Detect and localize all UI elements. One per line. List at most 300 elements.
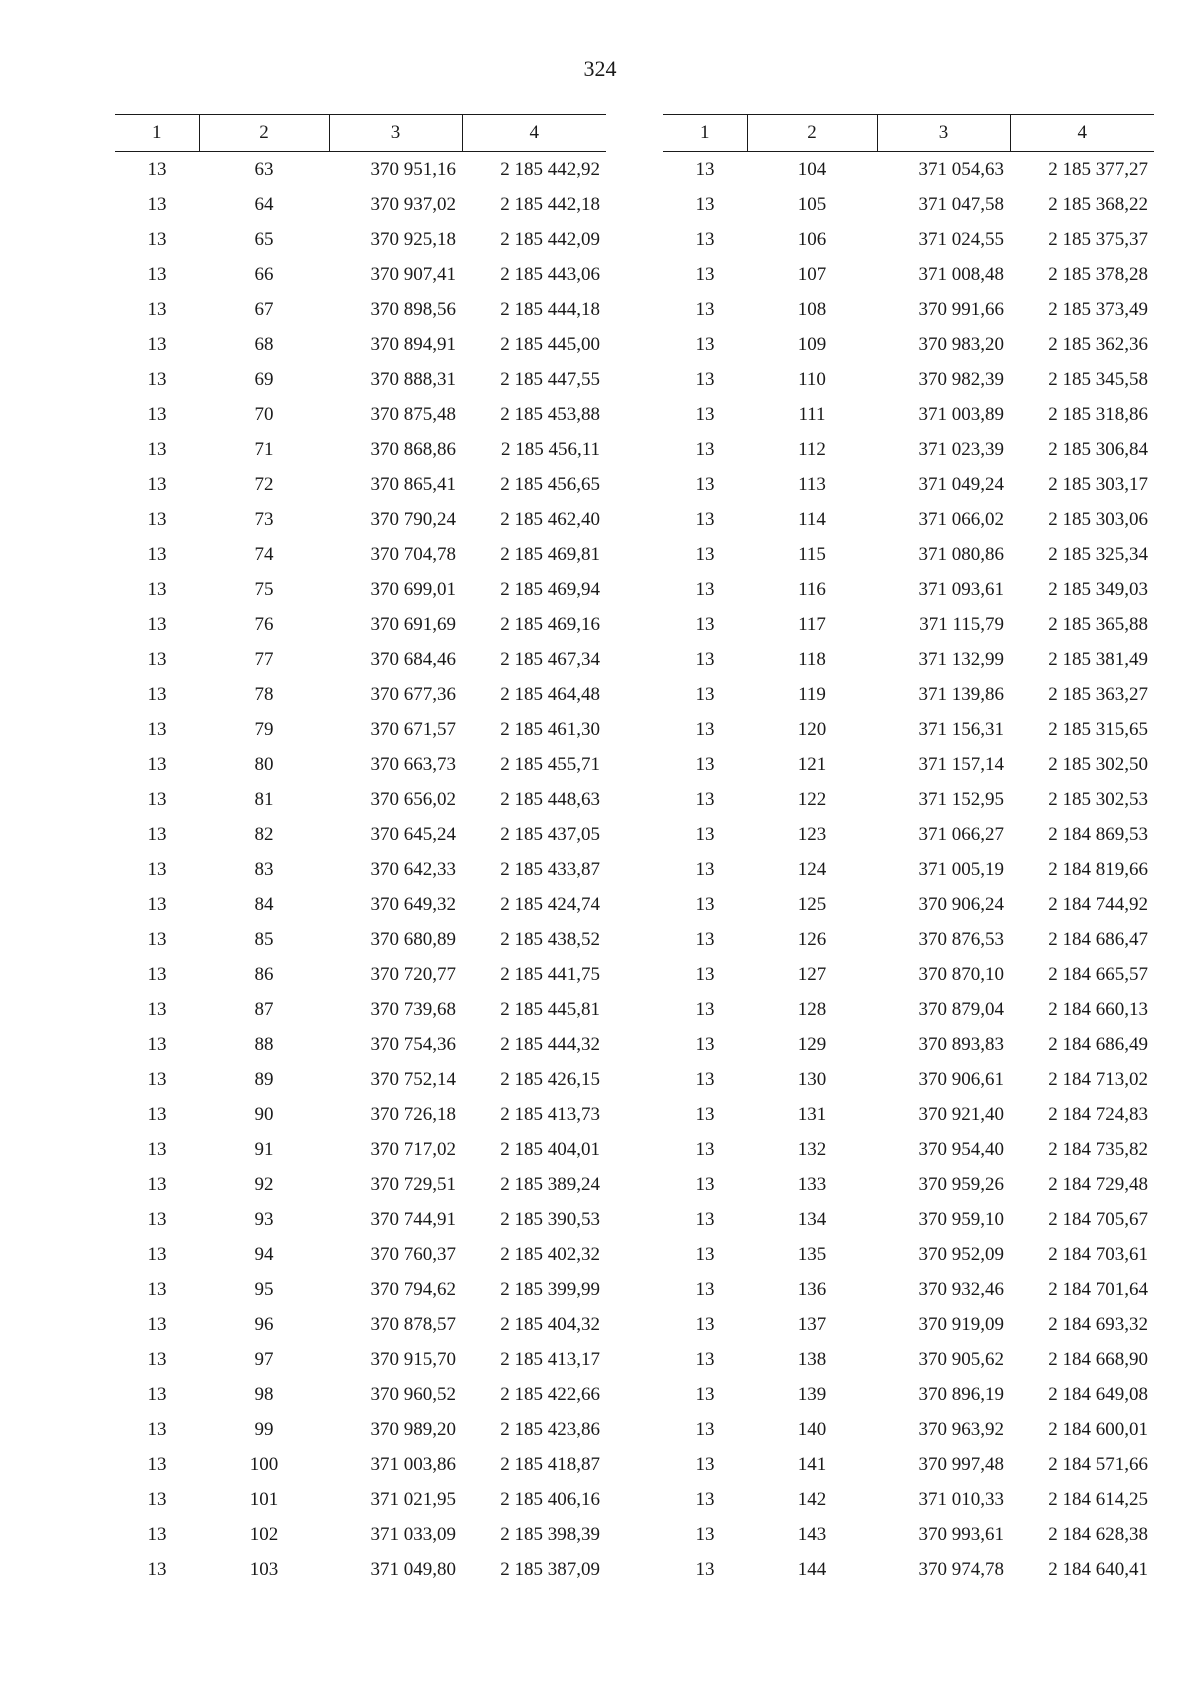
cell-point-number: 136	[797, 1278, 827, 1300]
table-row	[663, 502, 1154, 537]
cell-point-number: 97	[254, 1348, 274, 1370]
table-row	[115, 1272, 606, 1307]
cell-point-number: 72	[254, 473, 274, 495]
cell-x-coordinate: 370 921,40	[918, 1103, 1004, 1125]
cell-x-coordinate: 370 993,61	[918, 1523, 1004, 1545]
cell-y-coordinate: 2 185 377,27	[1048, 158, 1148, 180]
cell-section: 13	[147, 613, 167, 635]
cell-y-coordinate: 2 184 729,48	[1048, 1173, 1148, 1195]
cell-x-coordinate: 370 677,36	[370, 683, 456, 705]
cell-section: 13	[147, 648, 167, 670]
cell-y-coordinate: 2 185 399,99	[500, 1278, 600, 1300]
table-row	[663, 1202, 1154, 1237]
cell-y-coordinate: 2 184 744,92	[1048, 893, 1148, 915]
cell-y-coordinate: 2 185 306,84	[1048, 438, 1148, 460]
cell-section: 13	[695, 788, 715, 810]
cell-x-coordinate: 370 790,24	[370, 508, 456, 530]
cell-x-coordinate: 370 656,02	[370, 788, 456, 810]
cell-x-coordinate: 371 132,99	[918, 648, 1004, 670]
cell-y-coordinate: 2 185 464,48	[500, 683, 600, 705]
cell-point-number: 86	[254, 963, 274, 985]
cell-x-coordinate: 370 982,39	[918, 368, 1004, 390]
cell-point-number: 82	[254, 823, 274, 845]
cell-x-coordinate: 370 794,62	[370, 1278, 456, 1300]
cell-section: 13	[695, 1173, 715, 1195]
cell-point-number: 118	[798, 648, 826, 670]
cell-y-coordinate: 2 185 363,27	[1048, 683, 1148, 705]
cell-x-coordinate: 370 739,68	[370, 998, 456, 1020]
table-row	[115, 1447, 606, 1482]
cell-y-coordinate: 2 184 724,83	[1048, 1103, 1148, 1125]
cell-section: 13	[147, 893, 167, 915]
cell-point-number: 124	[797, 858, 827, 880]
table-row	[115, 607, 606, 642]
table-row	[115, 1517, 606, 1552]
cell-x-coordinate: 370 870,10	[918, 963, 1004, 985]
cell-point-number: 126	[797, 928, 827, 950]
cell-section: 13	[695, 508, 715, 530]
cell-y-coordinate: 2 184 614,25	[1048, 1488, 1148, 1510]
table-row	[115, 747, 606, 782]
cell-section: 13	[695, 963, 715, 985]
cell-x-coordinate: 370 699,01	[370, 578, 456, 600]
table-row	[115, 1237, 606, 1272]
table-row	[663, 1272, 1154, 1307]
cell-y-coordinate: 2 185 365,88	[1048, 613, 1148, 635]
cell-point-number: 138	[797, 1348, 827, 1370]
cell-y-coordinate: 2 184 819,66	[1048, 858, 1148, 880]
cell-x-coordinate: 371 093,61	[918, 578, 1004, 600]
cell-section: 13	[147, 263, 167, 285]
column-header-3: 3	[329, 115, 462, 152]
cell-y-coordinate: 2 185 389,24	[500, 1173, 600, 1195]
cell-x-coordinate: 370 717,02	[370, 1138, 456, 1160]
cell-x-coordinate: 370 905,62	[918, 1348, 1004, 1370]
cell-point-number: 113	[798, 473, 826, 495]
cell-y-coordinate: 2 184 660,13	[1048, 998, 1148, 1020]
cell-x-coordinate: 371 047,58	[918, 193, 1004, 215]
table-row	[663, 327, 1154, 362]
cell-y-coordinate: 2 185 469,81	[500, 543, 600, 565]
cell-y-coordinate: 2 185 302,50	[1048, 753, 1148, 775]
cell-section: 13	[695, 1488, 715, 1510]
cell-x-coordinate: 370 663,73	[370, 753, 456, 775]
coordinates-table-right	[663, 114, 1154, 1587]
cell-point-number: 106	[797, 228, 827, 250]
cell-y-coordinate: 2 185 404,01	[500, 1138, 600, 1160]
cell-y-coordinate: 2 185 398,39	[500, 1523, 600, 1545]
cell-y-coordinate: 2 184 869,53	[1048, 823, 1148, 845]
cell-section: 13	[147, 1208, 167, 1230]
cell-x-coordinate: 371 021,95	[370, 1488, 456, 1510]
cell-y-coordinate: 2 184 693,32	[1048, 1313, 1148, 1335]
cell-y-coordinate: 2 184 686,47	[1048, 928, 1148, 950]
cell-x-coordinate: 371 049,80	[370, 1558, 456, 1580]
column-header-1: 1	[663, 115, 747, 152]
cell-point-number: 78	[254, 683, 274, 705]
cell-section: 13	[695, 998, 715, 1020]
table-row	[663, 432, 1154, 467]
table-row	[115, 1482, 606, 1517]
cell-x-coordinate: 370 959,26	[918, 1173, 1004, 1195]
table-row	[663, 782, 1154, 817]
table-row	[663, 957, 1154, 992]
cell-x-coordinate: 370 704,78	[370, 543, 456, 565]
cell-y-coordinate: 2 184 701,64	[1048, 1278, 1148, 1300]
cell-x-coordinate: 370 680,89	[370, 928, 456, 950]
cell-x-coordinate: 371 003,89	[918, 403, 1004, 425]
cell-y-coordinate: 2 185 444,32	[500, 1033, 600, 1055]
cell-x-coordinate: 371 115,79	[919, 613, 1004, 635]
cell-y-coordinate: 2 185 456,11	[500, 438, 600, 460]
cell-y-coordinate: 2 185 445,00	[500, 333, 600, 355]
cell-y-coordinate: 2 184 571,66	[1048, 1453, 1148, 1475]
table-row	[115, 362, 606, 397]
cell-section: 13	[695, 928, 715, 950]
cell-point-number: 76	[254, 613, 274, 635]
cell-x-coordinate: 370 893,83	[918, 1033, 1004, 1055]
cell-y-coordinate: 2 185 404,32	[500, 1313, 600, 1335]
cell-y-coordinate: 2 185 318,86	[1048, 403, 1148, 425]
cell-section: 13	[695, 893, 715, 915]
table-row	[115, 1377, 606, 1412]
cell-x-coordinate: 370 919,09	[918, 1313, 1004, 1335]
cell-section: 13	[695, 1278, 715, 1300]
cell-section: 13	[695, 578, 715, 600]
table-row	[115, 642, 606, 677]
cell-section: 13	[695, 1243, 715, 1265]
column-header-2: 2	[747, 115, 877, 152]
cell-y-coordinate: 2 185 345,58	[1048, 368, 1148, 390]
cell-point-number: 67	[254, 298, 274, 320]
cell-x-coordinate: 371 157,14	[918, 753, 1004, 775]
cell-section: 13	[147, 718, 167, 740]
cell-y-coordinate: 2 184 703,61	[1048, 1243, 1148, 1265]
cell-y-coordinate: 2 185 303,17	[1048, 473, 1148, 495]
cell-point-number: 85	[254, 928, 274, 950]
cell-section: 13	[695, 158, 715, 180]
cell-point-number: 104	[797, 158, 827, 180]
cell-x-coordinate: 370 876,53	[918, 928, 1004, 950]
cell-y-coordinate: 2 185 413,17	[500, 1348, 600, 1370]
cell-section: 13	[147, 543, 167, 565]
table-header	[663, 115, 1154, 152]
table-row	[663, 992, 1154, 1027]
cell-y-coordinate: 2 185 426,15	[500, 1068, 600, 1090]
cell-point-number: 143	[797, 1523, 827, 1545]
cell-x-coordinate: 371 033,09	[370, 1523, 456, 1545]
cell-point-number: 80	[254, 753, 274, 775]
cell-point-number: 114	[798, 508, 826, 530]
cell-y-coordinate: 2 185 443,06	[500, 263, 600, 285]
cell-y-coordinate: 2 185 462,40	[500, 508, 600, 530]
cell-section: 13	[147, 1523, 167, 1545]
cell-point-number: 64	[254, 193, 274, 215]
table-row	[663, 537, 1154, 572]
cell-point-number: 70	[254, 403, 274, 425]
cell-x-coordinate: 370 865,41	[370, 473, 456, 495]
table-row	[663, 922, 1154, 957]
cell-section: 13	[695, 823, 715, 845]
cell-point-number: 117	[798, 613, 826, 635]
cell-x-coordinate: 371 066,02	[918, 508, 1004, 530]
cell-x-coordinate: 370 888,31	[370, 368, 456, 390]
table-row	[663, 817, 1154, 852]
cell-x-coordinate: 371 080,86	[918, 543, 1004, 565]
cell-y-coordinate: 2 185 424,74	[500, 893, 600, 915]
cell-point-number: 96	[254, 1313, 274, 1335]
coordinates-table-left	[115, 114, 606, 1587]
cell-point-number: 121	[797, 753, 827, 775]
cell-section: 13	[147, 1488, 167, 1510]
cell-y-coordinate: 2 185 402,32	[500, 1243, 600, 1265]
table-row	[115, 1027, 606, 1062]
cell-section: 13	[695, 648, 715, 670]
cell-y-coordinate: 2 185 438,52	[500, 928, 600, 950]
cell-y-coordinate: 2 185 453,88	[500, 403, 600, 425]
table-row	[115, 887, 606, 922]
column-header-2: 2	[199, 115, 329, 152]
cell-section: 13	[147, 788, 167, 810]
table-row	[115, 1132, 606, 1167]
cell-section: 13	[695, 403, 715, 425]
cell-section: 13	[147, 1453, 167, 1475]
cell-point-number: 130	[797, 1068, 827, 1090]
cell-y-coordinate: 2 185 433,87	[500, 858, 600, 880]
cell-x-coordinate: 370 879,04	[918, 998, 1004, 1020]
cell-y-coordinate: 2 185 469,94	[500, 578, 600, 600]
cell-point-number: 102	[249, 1523, 279, 1545]
cell-y-coordinate: 2 185 413,73	[500, 1103, 600, 1125]
cell-x-coordinate: 370 684,46	[370, 648, 456, 670]
cell-section: 13	[147, 1103, 167, 1125]
cell-point-number: 94	[254, 1243, 274, 1265]
cell-section: 13	[695, 613, 715, 635]
cell-x-coordinate: 370 878,57	[370, 1313, 456, 1335]
cell-section: 13	[147, 1278, 167, 1300]
table-row	[663, 257, 1154, 292]
cell-section: 13	[147, 1173, 167, 1195]
table-row	[663, 887, 1154, 922]
table-row	[115, 1342, 606, 1377]
table-row	[115, 957, 606, 992]
column-header-4: 4	[1010, 115, 1154, 152]
table-row	[115, 1552, 606, 1587]
cell-x-coordinate: 370 896,19	[918, 1383, 1004, 1405]
cell-y-coordinate: 2 185 447,55	[500, 368, 600, 390]
cell-y-coordinate: 2 185 442,92	[500, 158, 600, 180]
cell-section: 13	[695, 368, 715, 390]
cell-x-coordinate: 371 023,39	[918, 438, 1004, 460]
cell-section: 13	[695, 473, 715, 495]
cell-x-coordinate: 370 959,10	[918, 1208, 1004, 1230]
cell-x-coordinate: 370 691,69	[370, 613, 456, 635]
table-row	[115, 502, 606, 537]
table-row	[115, 222, 606, 257]
cell-x-coordinate: 370 937,02	[370, 193, 456, 215]
cell-point-number: 81	[254, 788, 274, 810]
cell-x-coordinate: 370 906,61	[918, 1068, 1004, 1090]
cell-y-coordinate: 2 184 735,82	[1048, 1138, 1148, 1160]
table-row	[115, 397, 606, 432]
cell-x-coordinate: 370 989,20	[370, 1418, 456, 1440]
cell-section: 13	[147, 928, 167, 950]
table-row	[663, 1412, 1154, 1447]
cell-section: 13	[147, 1383, 167, 1405]
cell-point-number: 131	[797, 1103, 827, 1125]
cell-point-number: 71	[254, 438, 274, 460]
cell-section: 13	[147, 1558, 167, 1580]
table-row	[663, 187, 1154, 222]
cell-x-coordinate: 371 054,63	[918, 158, 1004, 180]
cell-section: 13	[695, 718, 715, 740]
cell-section: 13	[147, 158, 167, 180]
cell-x-coordinate: 370 932,46	[918, 1278, 1004, 1300]
cell-x-coordinate: 371 049,24	[918, 473, 1004, 495]
cell-y-coordinate: 2 184 705,67	[1048, 1208, 1148, 1230]
cell-y-coordinate: 2 185 455,71	[500, 753, 600, 775]
cell-y-coordinate: 2 185 368,22	[1048, 193, 1148, 215]
cell-point-number: 101	[249, 1488, 279, 1510]
header-row	[663, 115, 1154, 152]
cell-section: 13	[147, 683, 167, 705]
cell-y-coordinate: 2 185 422,66	[500, 1383, 600, 1405]
cell-section: 13	[695, 543, 715, 565]
table-row	[663, 677, 1154, 712]
table-row	[115, 292, 606, 327]
table-row	[115, 432, 606, 467]
cell-x-coordinate: 370 754,36	[370, 1033, 456, 1055]
table-row	[663, 1517, 1154, 1552]
cell-section: 13	[695, 1383, 715, 1405]
cell-y-coordinate: 2 185 387,09	[500, 1558, 600, 1580]
cell-point-number: 135	[797, 1243, 827, 1265]
cell-y-coordinate: 2 185 423,86	[500, 1418, 600, 1440]
cell-point-number: 87	[254, 998, 274, 1020]
cell-section: 13	[147, 333, 167, 355]
cell-y-coordinate: 2 185 442,18	[500, 193, 600, 215]
cell-section: 13	[695, 1313, 715, 1335]
cell-section: 13	[695, 438, 715, 460]
cell-point-number: 91	[254, 1138, 274, 1160]
table-row	[663, 1447, 1154, 1482]
cell-x-coordinate: 370 760,37	[370, 1243, 456, 1265]
cell-x-coordinate: 371 008,48	[918, 263, 1004, 285]
cell-y-coordinate: 2 185 444,18	[500, 298, 600, 320]
table-row	[115, 257, 606, 292]
table-row	[663, 152, 1154, 188]
table-row	[663, 1062, 1154, 1097]
cell-point-number: 103	[249, 1558, 279, 1580]
cell-y-coordinate: 2 184 686,49	[1048, 1033, 1148, 1055]
cell-x-coordinate: 370 960,52	[370, 1383, 456, 1405]
table-row	[663, 1132, 1154, 1167]
cell-point-number: 142	[797, 1488, 827, 1510]
table-row	[663, 852, 1154, 887]
cell-point-number: 65	[254, 228, 274, 250]
table-row	[663, 747, 1154, 782]
cell-x-coordinate: 370 915,70	[370, 1348, 456, 1370]
cell-section: 13	[147, 858, 167, 880]
cell-section: 13	[147, 963, 167, 985]
cell-y-coordinate: 2 185 381,49	[1048, 648, 1148, 670]
table-row	[115, 1062, 606, 1097]
table-body-left	[115, 152, 606, 1588]
cell-point-number: 116	[798, 578, 826, 600]
cell-y-coordinate: 2 184 600,01	[1048, 1418, 1148, 1440]
cell-y-coordinate: 2 184 628,38	[1048, 1523, 1148, 1545]
cell-y-coordinate: 2 185 461,30	[500, 718, 600, 740]
cell-section: 13	[147, 1418, 167, 1440]
cell-section: 13	[147, 1313, 167, 1335]
cell-x-coordinate: 370 875,48	[370, 403, 456, 425]
cell-y-coordinate: 2 185 303,06	[1048, 508, 1148, 530]
table-row	[115, 1167, 606, 1202]
cell-section: 13	[695, 753, 715, 775]
cell-point-number: 93	[254, 1208, 274, 1230]
cell-point-number: 133	[797, 1173, 827, 1195]
table-row	[115, 1097, 606, 1132]
table-row	[115, 817, 606, 852]
cell-x-coordinate: 370 963,92	[918, 1418, 1004, 1440]
cell-x-coordinate: 370 952,09	[918, 1243, 1004, 1265]
cell-point-number: 119	[798, 683, 826, 705]
cell-y-coordinate: 2 184 665,57	[1048, 963, 1148, 985]
cell-point-number: 92	[254, 1173, 274, 1195]
cell-y-coordinate: 2 185 406,16	[500, 1488, 600, 1510]
cell-x-coordinate: 371 066,27	[918, 823, 1004, 845]
cell-point-number: 90	[254, 1103, 274, 1125]
cell-section: 13	[147, 298, 167, 320]
cell-x-coordinate: 370 649,32	[370, 893, 456, 915]
cell-point-number: 83	[254, 858, 274, 880]
cell-section: 13	[695, 228, 715, 250]
cell-section: 13	[147, 473, 167, 495]
cell-point-number: 125	[797, 893, 827, 915]
cell-x-coordinate: 371 024,55	[918, 228, 1004, 250]
cell-y-coordinate: 2 185 456,65	[500, 473, 600, 495]
cell-section: 13	[695, 1348, 715, 1370]
cell-x-coordinate: 370 983,20	[918, 333, 1004, 355]
cell-section: 13	[695, 1418, 715, 1440]
cell-x-coordinate: 370 729,51	[370, 1173, 456, 1195]
cell-x-coordinate: 371 139,86	[918, 683, 1004, 705]
cell-point-number: 89	[254, 1068, 274, 1090]
cell-point-number: 120	[797, 718, 827, 740]
cell-x-coordinate: 370 671,57	[370, 718, 456, 740]
cell-point-number: 75	[254, 578, 274, 600]
cell-x-coordinate: 371 156,31	[918, 718, 1004, 740]
cell-section: 13	[147, 438, 167, 460]
cell-section: 13	[695, 1068, 715, 1090]
cell-point-number: 141	[797, 1453, 827, 1475]
page-number: 324	[583, 56, 617, 81]
cell-point-number: 79	[254, 718, 274, 740]
cell-section: 13	[695, 1453, 715, 1475]
cell-section: 13	[695, 193, 715, 215]
table-row	[663, 1307, 1154, 1342]
cell-point-number: 74	[254, 543, 274, 565]
cell-section: 13	[147, 228, 167, 250]
cell-y-coordinate: 2 184 649,08	[1048, 1383, 1148, 1405]
column-header-3: 3	[877, 115, 1010, 152]
cell-x-coordinate: 370 954,40	[918, 1138, 1004, 1160]
cell-y-coordinate: 2 184 668,90	[1048, 1348, 1148, 1370]
cell-point-number: 110	[798, 368, 826, 390]
cell-x-coordinate: 370 645,24	[370, 823, 456, 845]
header-row	[115, 115, 606, 152]
cell-point-number: 137	[797, 1313, 827, 1335]
